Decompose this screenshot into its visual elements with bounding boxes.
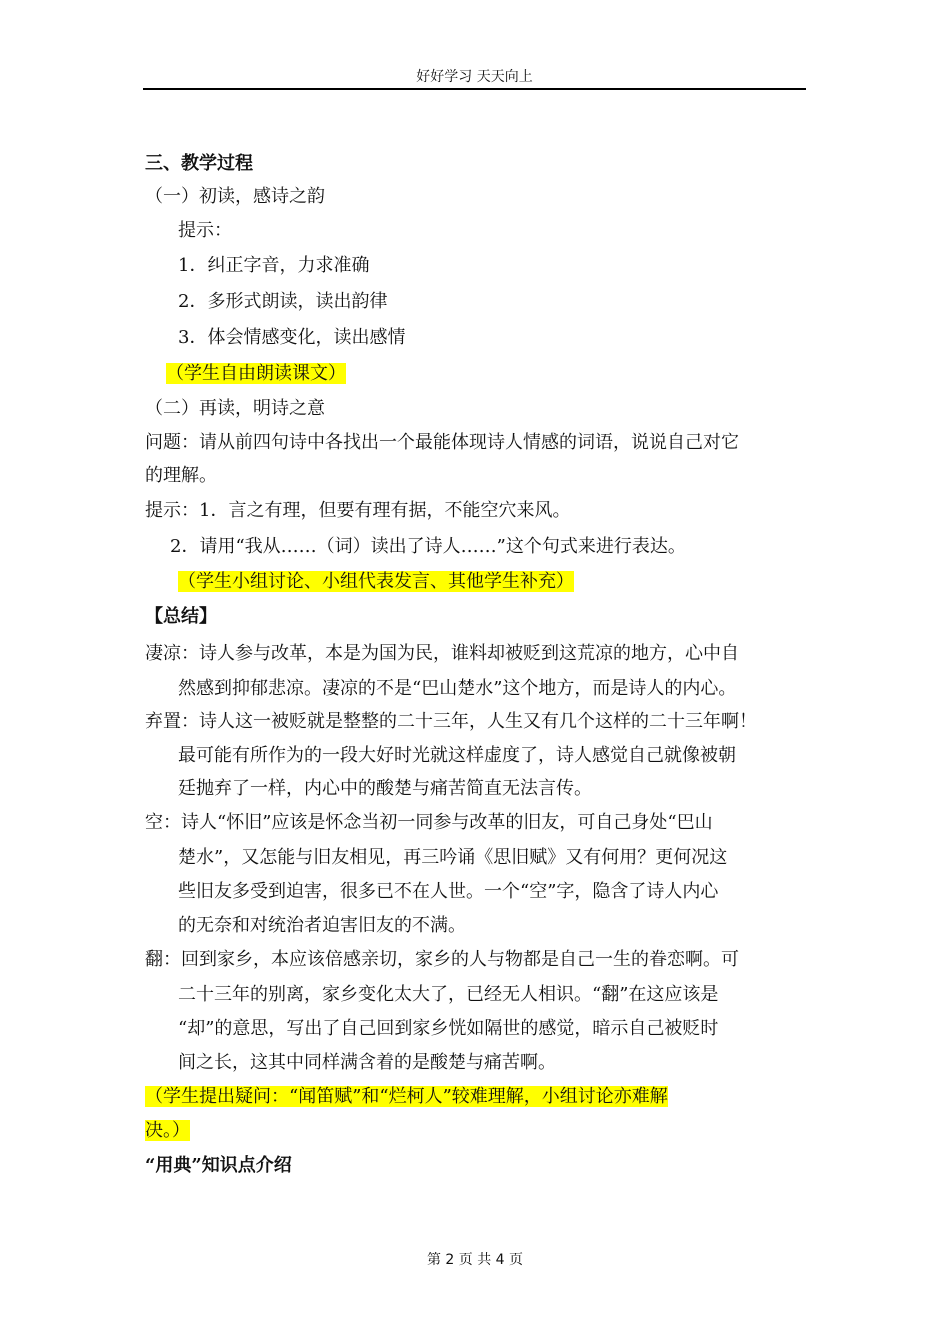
summary-item-kong: 的无奈和对统治者迫害旧友的不满。 (178, 915, 466, 936)
student-question: （学生提出疑问：“闻笛赋”和“烂柯人”较难理解，小组讨论亦难解 (145, 1086, 668, 1107)
summary-item-qiliang: 凄凉：诗人参与改革，本是为国为民，谁料却被贬到这荒凉的地方，心中自 (145, 643, 739, 664)
allusion-heading: “用典”知识点介绍 (145, 1155, 292, 1176)
activity-note: （学生自由朗读课文） (166, 363, 346, 384)
summary-item-kong: 空：诗人“怀旧”应该是怀念当初一同参与改革的旧友，可自己身处“巴山 (145, 812, 713, 833)
hint-label: 提示： (178, 220, 232, 241)
summary-item-kong: 楚水”，又怎能与旧友相见，再三吟诵《思旧赋》又有何用？更何况这 (178, 847, 728, 868)
summary-item-fan: “却”的意思，写出了自己回到家乡恍如隔世的感觉，暗示自己被贬时 (178, 1018, 719, 1039)
header-rule (143, 88, 806, 90)
summary-item-fan: 翻：回到家乡，本应该倍感亲切，家乡的人与物都是自己一生的眷恋啊。可 (145, 949, 739, 970)
part1-title: （一）初读，感诗之韵 (145, 186, 325, 207)
summary-item-qizhi: 廷抛弃了一样，内心中的酸楚与痛苦简直无法言传。 (178, 778, 592, 799)
hint-item: 1．纠正字音，力求准确 (178, 255, 370, 276)
section-heading: 三、教学过程 (145, 153, 253, 174)
page-header: 好好学习 天天向上 (416, 69, 533, 85)
summary-item-kong: 些旧友多受到迫害，很多已不在人世。一个“空”字，隐含了诗人内心 (178, 881, 719, 902)
summary-item-qizhi: 最可能有所作为的一段大好时光就这样虚度了，诗人感觉自己就像被朝 (178, 745, 736, 766)
activity-note: （学生小组讨论、小组代表发言、其他学生补充） (178, 571, 574, 592)
summary-item-qiliang: 然感到抑郁悲凉。凄凉的不是“巴山楚水”这个地方，而是诗人的内心。 (178, 678, 737, 699)
hint-item: 2．多形式朗读，读出韵律 (178, 291, 388, 312)
student-question: 决。） (145, 1120, 190, 1141)
tip-line: 2．请用“我从……（词）读出了诗人……”这个句式来进行表达。 (170, 536, 686, 557)
summary-heading: 【总结】 (145, 606, 217, 627)
question-line: 的理解。 (145, 465, 217, 486)
part2-title: （二）再读，明诗之意 (145, 398, 325, 419)
hint-item: 3．体会情感变化，读出感情 (178, 327, 406, 348)
summary-item-fan: 二十三年的别离，家乡变化太大了，已经无人相识。“翻”在这应该是 (178, 984, 719, 1005)
summary-item-qizhi: 弃置：诗人这一被贬就是整整的二十三年，人生又有几个这样的二十三年啊！ (145, 711, 757, 732)
summary-item-fan: 间之长，这其中同样满含着的是酸楚与痛苦啊。 (178, 1052, 556, 1073)
tip-line: 提示：1．言之有理，但要有理有据，不能空穴来风。 (145, 500, 571, 521)
question-line: 问题：请从前四句诗中各找出一个最能体现诗人情感的词语，说说自己对它 (145, 432, 739, 453)
page-footer: 第 2 页 共 4 页 (426, 1252, 524, 1268)
